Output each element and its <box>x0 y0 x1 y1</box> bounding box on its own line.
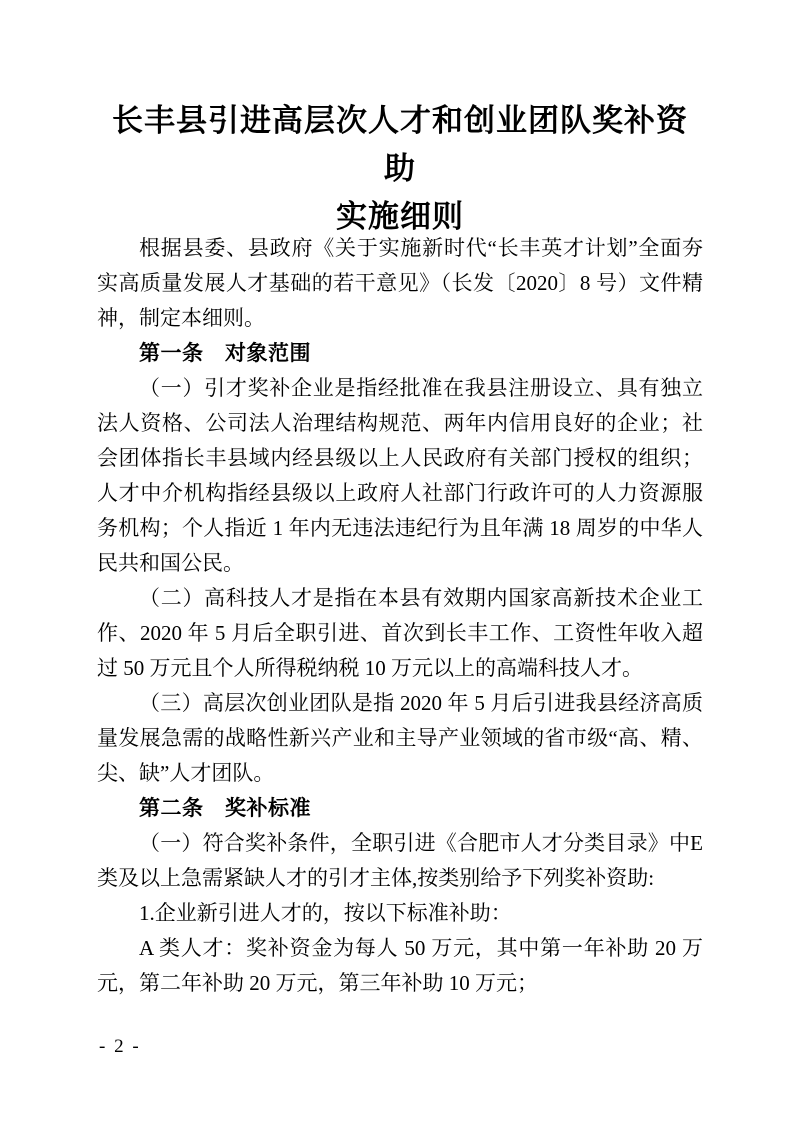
document-body <box>97 231 703 1001</box>
page-number: - 2 - <box>99 1036 141 1057</box>
section-heading: 第二条 奖补标准 <box>139 797 311 820</box>
body-paragraph: （三）高层次创业团队是指 2020 年 5 月后引进我县经济高质量发展急需的战略性新兴产业和主导产业领域的省市级“高、精、尖、缺”人才团队。 <box>97 691 703 785</box>
body-paragraph: 根据县委、县政府《关于实施新时代“长丰英才计划”全面夯实高质量发展人才基础的若干意见》（长发〔2020〕8 号）文件精神，制定本细则。 <box>97 236 703 330</box>
body-paragraph: A 类人才：奖补资金为每人 50 万元，其中第一年补助 20 万元，第二年补助 20 万元，第三年补助 10 万元； <box>97 936 703 995</box>
document-title-line-2: 实施细则 <box>336 199 464 234</box>
body-paragraph: （一）符合奖补条件，全职引进《合肥市人才分类目录》中E 类及以上急需紧缺人才的引才主体,按类别给予下列奖补资助: <box>97 831 703 890</box>
body-paragraph: （一）引才奖补企业是指经批准在我县注册设立、具有独立法人资格、公司法人治理结构规范、两年内信用良好的企业；社会团体指长丰县域内经县级以上人民政府有关部门授权的组织；人才中介机构指经县级以上政府人社部门行政许可的人力资源服务机构；个人指近 1 年内无违法违纪行为且年满 18 周岁的中华人民共和国公民。 <box>97 376 703 575</box>
body-paragraph: 1.企业新引进人才的，按以下标准补助： <box>139 901 512 925</box>
document-title-line-1: 长丰县引进高层次人才和创业团队奖补资助 <box>112 103 688 186</box>
section-heading: 第一条 对象范围 <box>139 342 311 365</box>
body-paragraph: （二）高科技人才是指在本县有效期内国家高新技术企业工作、2020 年 5 月后全职引进、首次到长丰工作、工资性年收入超过 50 万元且个人所得税纳税 10 万元以上的高端科技人才。 <box>97 586 703 680</box>
document-title <box>97 97 703 241</box>
